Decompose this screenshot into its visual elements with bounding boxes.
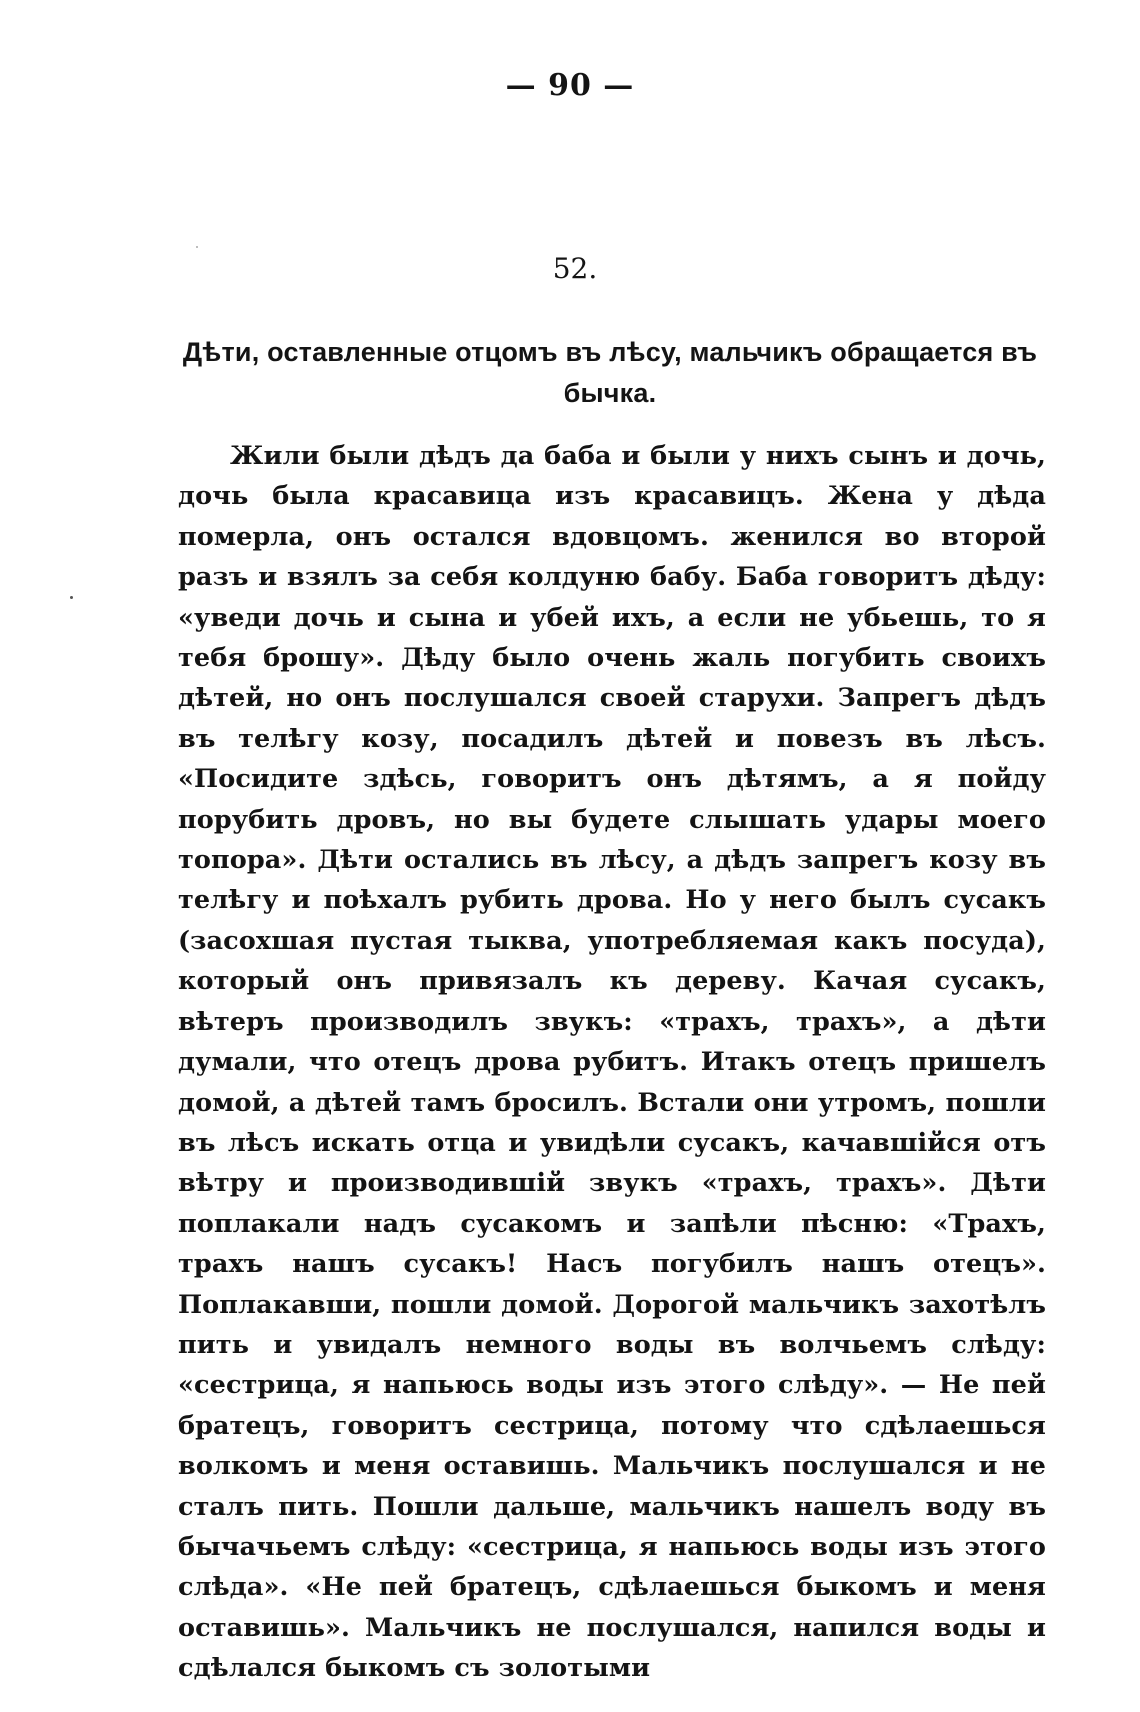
tale-number: 52. (552, 252, 598, 285)
margin-speck (196, 246, 198, 248)
tale-title: Дѣти, оставленные отцомъ въ лѣсу, мальчикъ обращается въ бычка. (182, 337, 1038, 408)
tale-body-text: Жили были дѣдъ да баба и были у нихъ сынъ и дочь, дочь была красавица изъ красавицъ. Жена у дѣда померла, онъ остался вдовцомъ. женился во второй разъ и взялъ за себя колдуню бабу. Баба говоритъ дѣду: «уведи дочь и сына и убей ихъ, а если не убьешь, то я тебя брошу». Дѣду было очень жаль погубить своихъ дѣтей, но онъ послушался своей старухи. Запрегъ дѣдъ въ телѣгу козу, посадилъ дѣтей и повезъ въ лѣсъ. «Посидите здѣсь, говоритъ онъ дѣтямъ, а я пойду порубить дровъ, но вы будете слышать удары моего топора». Дѣти остались въ лѣсу, а дѣдъ запрегъ козу въ телѣгу и поѣхалъ рубить дрова. Но у него былъ сусакъ (засохшая пустая тыква, употребляемая какъ посуда), который онъ привязалъ къ дереву. Качая сусакъ, вѣтеръ производилъ звукъ: «трахъ, трахъ», а дѣти думали, что отецъ дрова рубитъ. Итакъ отецъ пришелъ домой, а дѣтей тамъ бросилъ. Встали они утромъ, пошли въ лѣсъ искать отца и увидѣли сусакъ, качавшійся отъ вѣтру и производившій звукъ «трахъ, трахъ». Дѣти поплакали надъ сусакомъ и запѣли пѣсню: «Трахъ, трахъ нашъ сусакъ! Насъ погубилъ нашъ отецъ». Поплакавши, пошли домой. Дорогой мальчикъ захотѣлъ пить и увидалъ немного воды въ волчьемъ слѣду: «сестрица, я напьюсь воды изъ этого слѣду». — Не пей братецъ, говоритъ сестрица, потому что сдѣлаешься волкомъ и меня оставишь. Мальчикъ послушался и не сталъ пить. Пошли дальше, мальчикъ нашелъ воду въ бычачьемъ слѣду: «сестрица, я напьюсь воды изъ этого слѣда». «Не пей братецъ, сдѣлаешься быкомъ и меня оставишь». Мальчикъ не послушался, напился воды и сдѣлался быкомъ съ золотыми (178, 441, 1046, 1684)
margin-speck (70, 596, 73, 599)
page-number: — 90 — (505, 68, 635, 103)
